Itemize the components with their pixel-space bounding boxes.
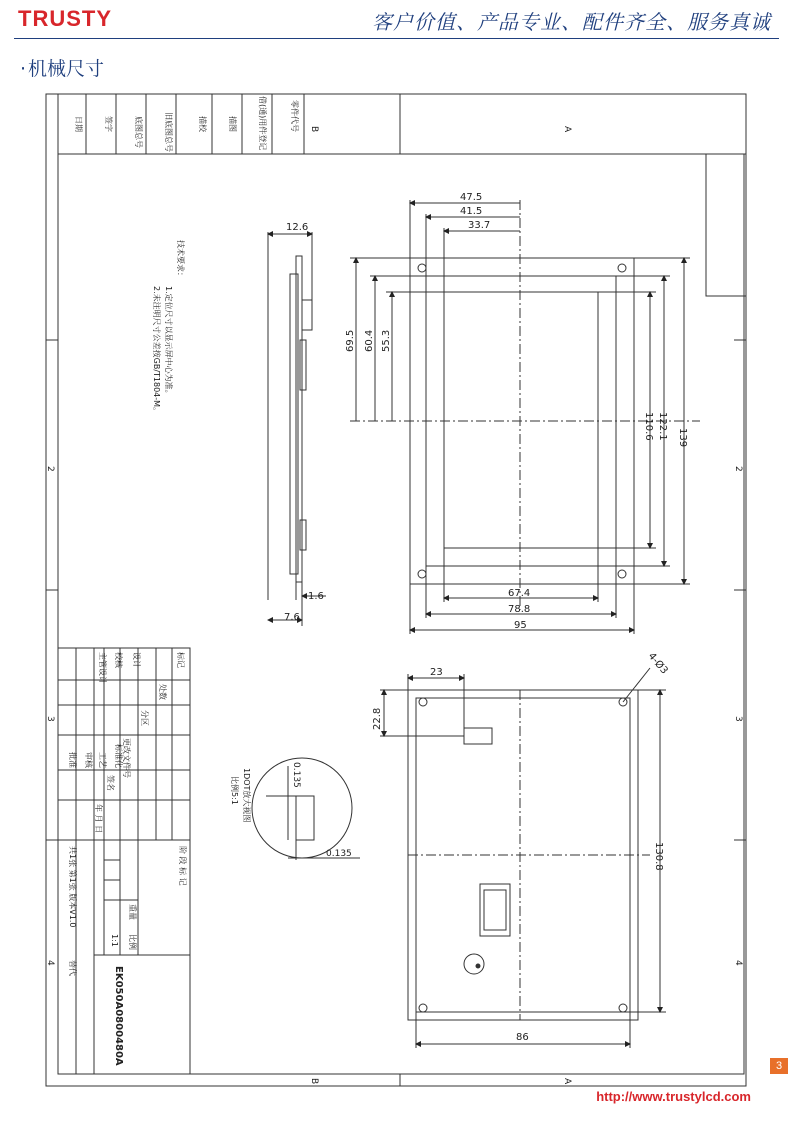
zone-number-left-4: 4 xyxy=(45,960,55,966)
strip-trace-check: 描校 xyxy=(198,116,207,132)
strip-signature: 签字 xyxy=(104,116,113,132)
dim-front-r1: 139 xyxy=(677,428,688,448)
tb-col-sign: 签名 xyxy=(106,775,115,791)
tb-col-zone: 分区 xyxy=(140,710,149,726)
dim-front-h3: 55.3 xyxy=(381,329,392,352)
detail-view-circle xyxy=(252,758,352,858)
zone-number-left-2: 2 xyxy=(45,466,55,472)
zone-letter-top-b: B xyxy=(309,126,319,133)
zone-letter-top-a: A xyxy=(562,126,572,133)
tb-replace: 替代 xyxy=(68,960,77,976)
tb-stage-label: 阶 段 标 记 xyxy=(178,846,187,886)
zone-number-right-3: 3 xyxy=(733,716,743,722)
zone-letter-bottom-b: B xyxy=(309,1078,319,1085)
tech-req-line2: 2.未注明尺寸公差按GB/T1804-M。 xyxy=(152,286,161,416)
dim-front-r2: 122.1 xyxy=(657,412,668,441)
zone-number-right-4: 4 xyxy=(733,960,743,966)
tb-row-chief: 主管设计 xyxy=(98,652,107,684)
tech-req-title: 技术要求： xyxy=(176,240,185,280)
tb-weight-label: 重量 xyxy=(128,904,137,920)
strip-tracing: 描图 xyxy=(228,116,237,132)
tb-col-mark: 标记 xyxy=(176,652,185,668)
dim-back-right: 130.8 xyxy=(653,842,664,871)
strip-date: 日期 xyxy=(74,116,83,132)
tb-row-approve: 批准 xyxy=(68,752,77,768)
tb-row-review: 审核 xyxy=(84,752,93,768)
zone-letter-bottom-a: A xyxy=(562,1078,572,1085)
zone-number-right-2: 2 xyxy=(733,466,743,472)
strip-base-number: 底图总号 xyxy=(134,116,143,148)
detail-scale: 比例5:1 xyxy=(230,776,239,805)
tb-col-count: 处数 xyxy=(158,684,167,700)
brand-logo: TRUSTY xyxy=(18,6,112,31)
dim-front-b2: 78.8 xyxy=(508,604,531,615)
tb-row-standard: 标准化 xyxy=(114,744,123,768)
company-slogan: 客户价值、产品专业、配件齐全、服务真诚 xyxy=(372,10,771,34)
tb-part-number: EK050A0800480A xyxy=(113,966,124,1066)
drawing-outer-frame xyxy=(46,94,746,1086)
page-number-badge: 3 xyxy=(770,1058,788,1074)
dim-front-b1: 67.4 xyxy=(508,588,531,599)
section-bullet: · xyxy=(20,58,27,80)
dim-front-w2: 41.5 xyxy=(460,206,483,217)
dim-back-hole: 4-Ø3 xyxy=(645,650,670,677)
dim-side-a: 1.6 xyxy=(308,591,324,602)
strip-old-base-number: 旧底图总号 xyxy=(164,112,173,152)
dim-side-b: 7.6 xyxy=(284,612,300,623)
tb-scale-label: 比例 xyxy=(128,934,137,950)
detail-dim-1: 0.135 xyxy=(291,762,301,788)
dim-side-thickness: 12.6 xyxy=(286,222,309,233)
website-link[interactable]: http://www.trustylcd.com xyxy=(596,1089,751,1104)
tb-row-process: 工艺 xyxy=(98,752,107,768)
tb-col-change-doc: 更改文件号 xyxy=(122,738,131,778)
dim-back-left: 22.8 xyxy=(372,707,383,730)
dim-front-r3: 110.6 xyxy=(643,412,654,441)
tech-req-line1: 1.定位尺寸以显示屏中心为准。 xyxy=(164,286,173,398)
front-view-active-area xyxy=(444,292,598,548)
back-view-connector xyxy=(464,728,492,744)
tb-row-design: 设计 xyxy=(132,652,141,668)
dim-back-top: 23 xyxy=(430,667,443,678)
strip-shared-part: 借(通)用件登记 xyxy=(258,96,267,151)
detail-title: 1DOT放大视图 xyxy=(242,768,251,823)
dim-front-h2: 60.4 xyxy=(364,329,375,352)
tb-row-check: 校核 xyxy=(114,652,123,668)
tb-col-date: 年 月 日 xyxy=(94,804,103,834)
dim-front-w3: 33.7 xyxy=(468,220,491,231)
tb-scale-value: 1:1 xyxy=(110,934,119,947)
dim-back-bottom: 86 xyxy=(516,1032,529,1043)
detail-dim-2: 0.135 xyxy=(326,849,352,859)
section-title-text: 机械尺寸 xyxy=(28,58,105,80)
back-view-buzzer xyxy=(464,954,484,974)
dim-front-b3: 95 xyxy=(514,620,527,631)
zone-number-left-3: 3 xyxy=(45,716,55,722)
side-view-panel xyxy=(296,256,302,582)
strip-part-code: 零件代号 xyxy=(290,100,299,132)
dim-front-w1: 47.5 xyxy=(460,192,483,203)
tb-sheets: 共1张 第1张 版本V1.0 xyxy=(68,846,77,928)
dim-front-h1: 69.5 xyxy=(345,329,356,352)
